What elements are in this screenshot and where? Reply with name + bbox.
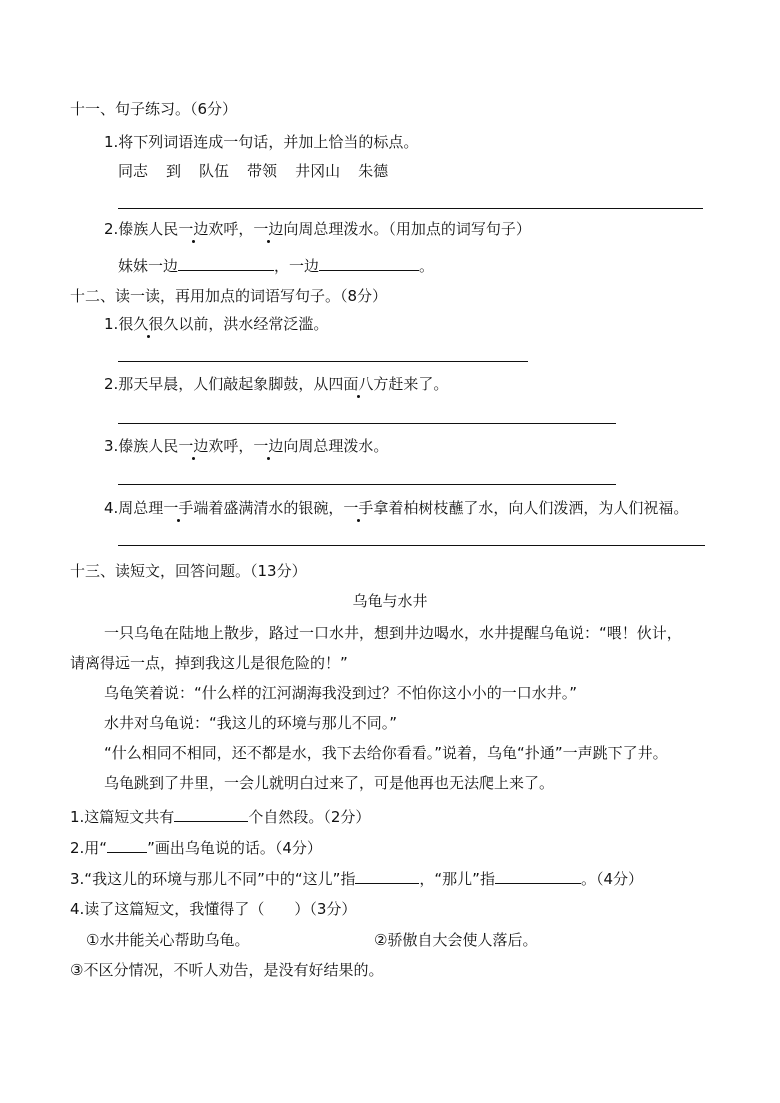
section-11-title: 十一、句子练习。（6分） <box>70 100 238 118</box>
fill-blank[interactable] <box>319 254 419 271</box>
story-paragraph: “什么相同不相同，还不都是水，我下去给你看看。”说着，乌龟“扑通”一声跳下了井。 <box>104 744 668 762</box>
section-12-title: 十二、读一读，再用加点的词语写句子。（8分） <box>70 287 388 305</box>
option-3[interactable]: ③不区分情况，不听人劝告，是没有好结果的。 <box>70 961 384 979</box>
answer-line[interactable] <box>118 361 528 362</box>
answer-line[interactable] <box>118 545 705 546</box>
s11-question-2: 2.傣族人民一边欢呼，一边向周总理泼水。（用加点的词写句子） <box>104 220 531 238</box>
fill-blank[interactable] <box>355 867 419 884</box>
s13-question-1: 1.这篇短文共有 个自然段。（2分） <box>70 805 370 828</box>
answer-line[interactable] <box>118 208 703 209</box>
word-item: 到 <box>166 162 182 180</box>
fill-blank[interactable] <box>107 836 147 853</box>
word-item: 队伍 <box>199 162 230 180</box>
option-1[interactable]: ①水井能关心帮助乌龟。 <box>86 931 250 949</box>
story-paragraph: 请离得远一点，掉到我这儿是很危险的！” <box>70 654 348 672</box>
s12-question-3: 3.傣族人民一边欢呼，一边向周总理泼水。 <box>104 437 389 455</box>
s11-word-list <box>118 160 406 182</box>
story-paragraph: 乌龟笑着说：“什么样的江河湖海我没到过？不怕你这小小的一口水井。” <box>104 684 578 702</box>
s11-fill-sentence: 妹妹一边 ，一边 。 <box>118 254 434 277</box>
story-paragraph: 乌龟跳到了井里，一会儿就明白过来了，可是他再也无法爬上来了。 <box>104 774 555 792</box>
s13-question-2: 2.用“ ”画出乌龟说的话。（4分） <box>70 836 322 859</box>
word-item: 同志 <box>118 162 149 180</box>
fill-blank[interactable] <box>495 867 581 884</box>
s11-question-1: 1.将下列词语连成一句话，并加上恰当的标点。 <box>104 133 419 151</box>
s13-question-4: 4.读了这篇短文，我懂得了（ ）（3分） <box>70 900 357 918</box>
answer-line[interactable] <box>118 484 616 485</box>
s12-question-2: 2.那天早晨，人们敲起象脚鼓，从四面八方赶来了。 <box>104 375 449 393</box>
word-item: 井冈山 <box>295 162 341 180</box>
story-paragraph: 水井对乌龟说：“我这儿的环境与那儿不同。” <box>104 714 398 732</box>
story-title: 乌龟与水井 <box>352 592 428 610</box>
story-paragraph: 一只乌龟在陆地上散步，路过一口水井，想到井边喝水，水井提醒乌龟说：“喂！伙计， <box>104 624 682 642</box>
section-13-title: 十三、读短文，回答问题。（13分） <box>70 562 307 580</box>
answer-line[interactable] <box>118 423 616 424</box>
fill-blank[interactable] <box>174 805 248 822</box>
s12-question-4: 4.周总理一手端着盛满清水的银碗，一手拿着柏树枝蘸了水，向人们泼洒，为人们祝福。 <box>104 499 689 517</box>
option-2[interactable]: ②骄傲自大会使人落后。 <box>374 931 538 949</box>
s12-question-1: 1.很久很久以前，洪水经常泛滥。 <box>104 315 329 333</box>
word-item: 朱德 <box>358 162 389 180</box>
fill-blank[interactable] <box>178 254 274 271</box>
s13-question-3: 3.“我这儿的环境与那儿不同”中的“这儿”指 ，“那儿”指 。（4分） <box>70 867 643 890</box>
word-item: 带领 <box>247 162 278 180</box>
